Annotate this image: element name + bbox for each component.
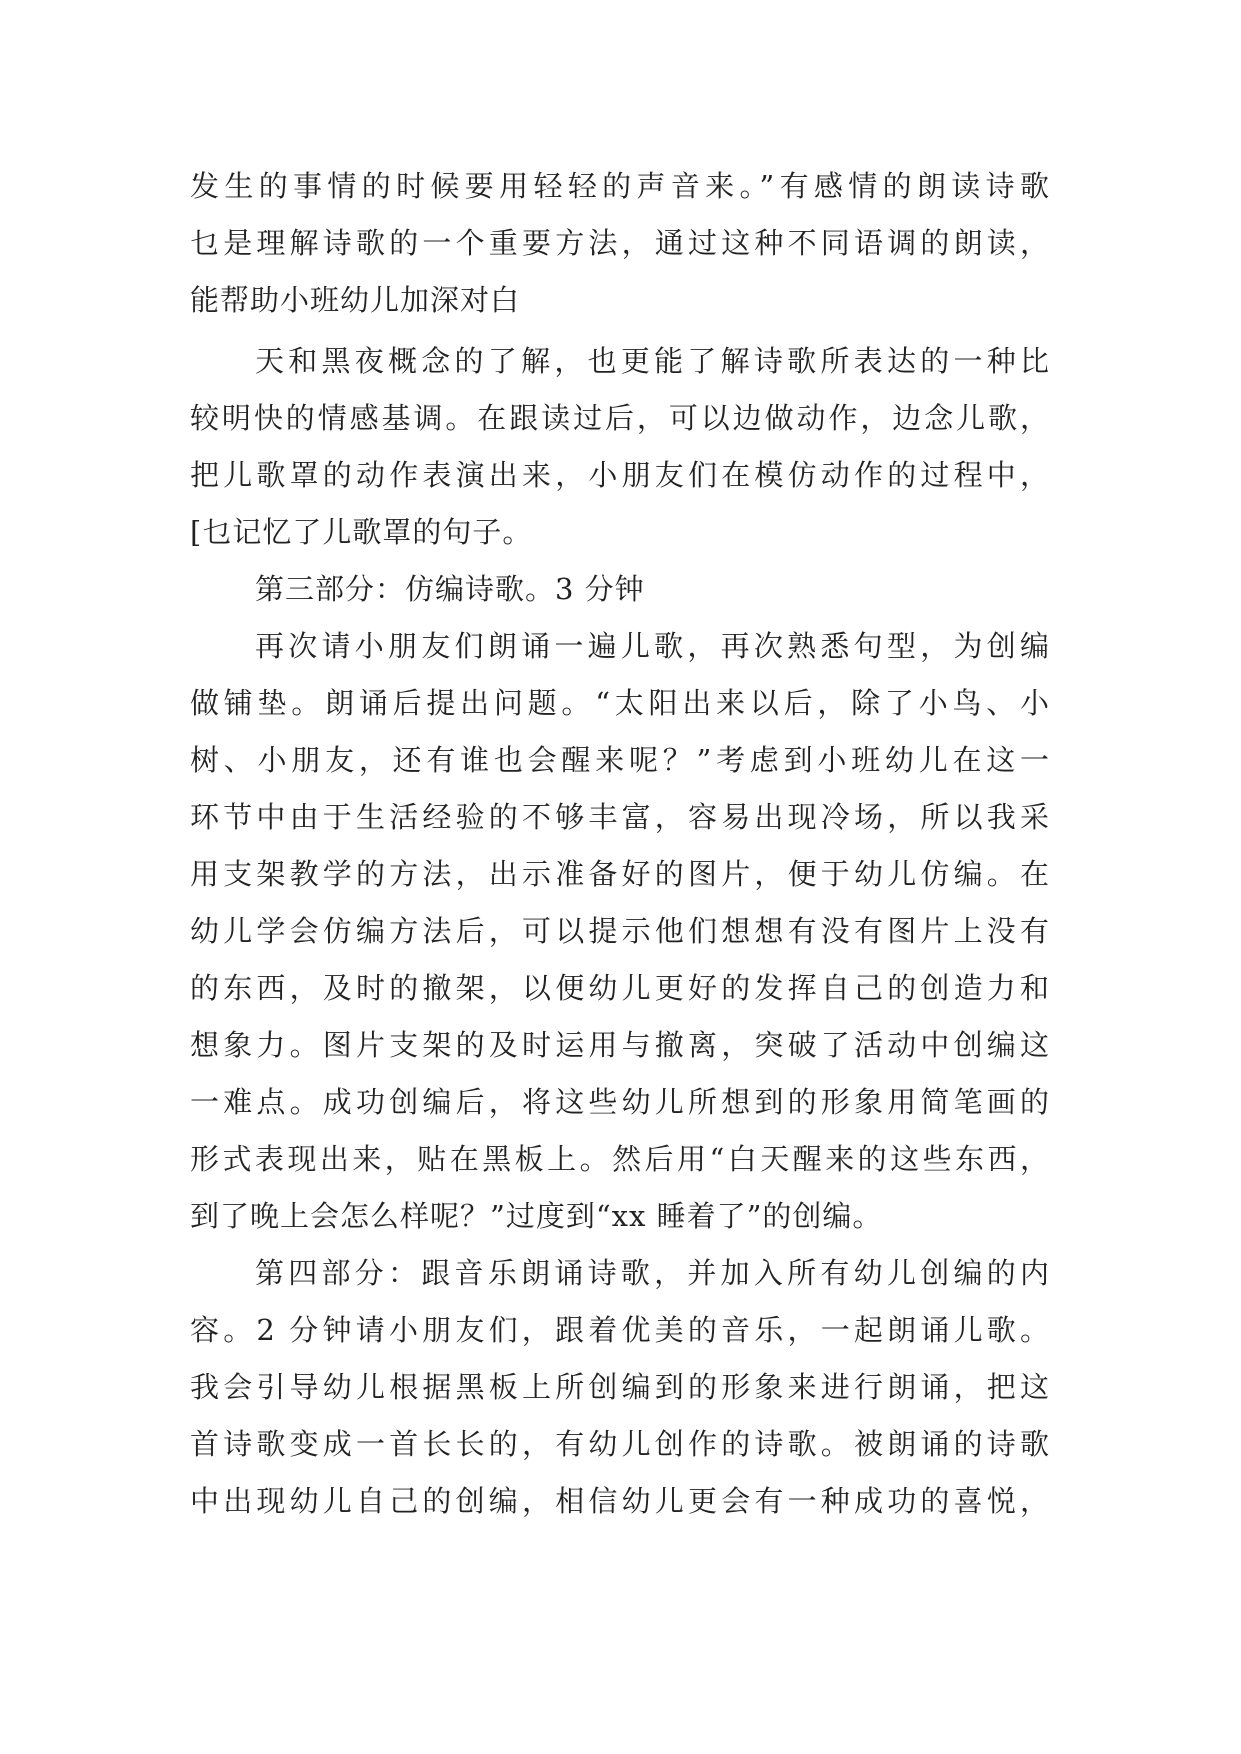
text-line: 想象力。图片支架的及时运用与撤离，突破了活动中创编这 xyxy=(190,1028,1050,1062)
text-line: 天和黑夜概念的了解，也更能了解诗歌所表达的一种比 xyxy=(255,344,1050,378)
text-line: 能帮助小班幼儿加深对白 xyxy=(190,283,521,317)
text-line: 我会引导幼儿根据黑板上所创编到的形象来进行朗诵，把这 xyxy=(190,1370,1050,1404)
text-line: 幼儿学会仿编方法后，可以提示他们想想有没有图片上没有 xyxy=(190,914,1050,948)
text-line: 再次请小朋友们朗诵一遍儿歌，再次熟悉句型，为创编 xyxy=(255,629,1050,663)
text-line: 的东西，及时的撤架，以便幼儿更好的发挥自己的创造力和 xyxy=(190,971,1050,1005)
text-line: 一难点。成功创编后，将这些幼儿所想到的形象用简笔画的 xyxy=(190,1085,1050,1119)
section-heading: 第四部分：跟音乐朗诵诗歌，并加入所有幼儿创编的内 xyxy=(255,1256,1050,1290)
text-line: 发生的事情的时候要用轻轻的声音来。”有感情的朗读诗歌 xyxy=(190,169,1050,203)
text-line: 乜是理解诗歌的一个重要方法，通过这种不同语调的朗读， xyxy=(190,226,1050,260)
text-line: 把儿歌罩的动作表演出来，小朋友们在模仿动作的过程中， xyxy=(190,458,1050,492)
text-line: [乜记忆了儿歌罩的句子。 xyxy=(190,515,533,549)
text-line: 环节中由于生活经验的不够丰富，容易出现冷场，所以我采 xyxy=(190,800,1050,834)
section-heading: 第三部分：仿编诗歌。3 分钟 xyxy=(255,572,645,606)
text-line: 形式表现出来，贴在黑板上。然后用“白天醒来的这些东西， xyxy=(190,1142,1050,1176)
text-line: 容。2 分钟请小朋友们，跟着优美的音乐，一起朗诵儿歌。 xyxy=(190,1313,1050,1347)
text-line: 较明快的情感基调。在跟读过后，可以边做动作，边念儿歌， xyxy=(190,401,1050,435)
text-line: 中出现幼儿自己的创编，相信幼儿更会有一种成功的喜悦， xyxy=(190,1484,1050,1518)
text-line: 树、小朋友，还有谁也会醒来呢？”考虑到小班幼儿在这一 xyxy=(190,743,1050,777)
text-line: 首诗歌变成一首长长的，有幼儿创作的诗歌。被朗诵的诗歌 xyxy=(190,1427,1050,1461)
text-line: 到了晚上会怎么样呢？”过度到“xx 睡着了”的创编。 xyxy=(190,1199,883,1233)
text-line: 用支架教学的方法，出示准备好的图片，便于幼儿仿编。在 xyxy=(190,857,1050,891)
document-page xyxy=(190,158,1050,1530)
text-line: 做铺垫。朗诵后提出问题。“太阳出来以后，除了小鸟、小 xyxy=(190,686,1050,720)
